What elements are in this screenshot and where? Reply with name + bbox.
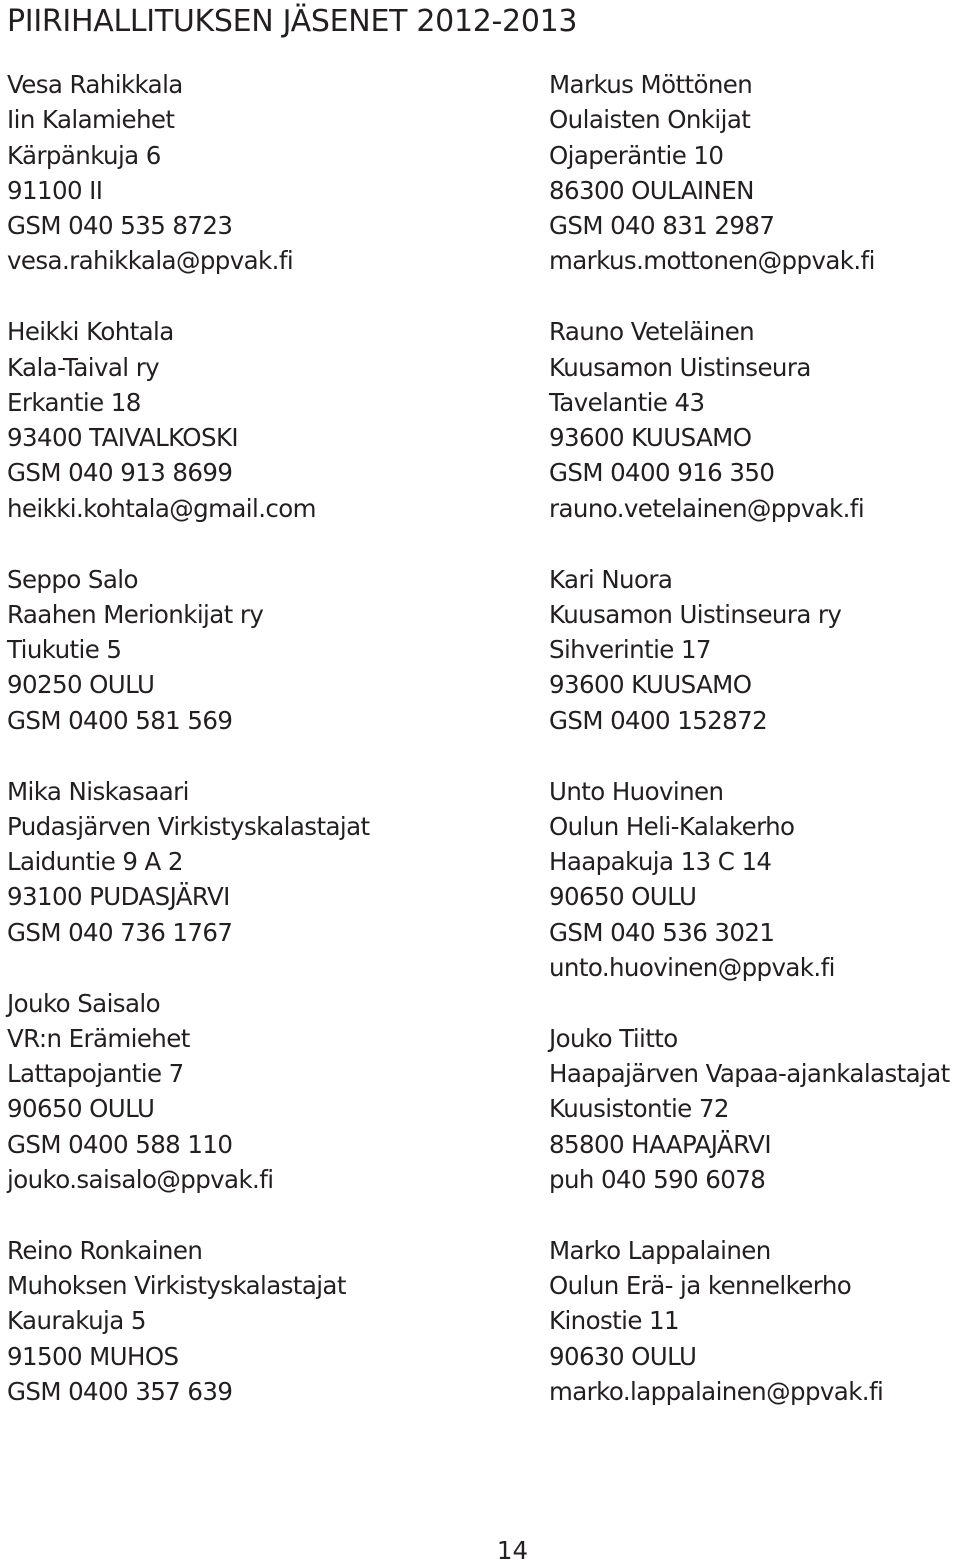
- member-phone: GSM 040 535 8723: [7, 211, 233, 241]
- member-street: Kärpänkuja 6: [7, 140, 161, 170]
- member-club: Kala-Taival ry: [7, 352, 160, 382]
- member-postal: 93400 TAIVALKOSKI: [7, 423, 239, 453]
- member-postal: 90250 OULU: [7, 670, 155, 700]
- member-street: Lattapojantie 7: [7, 1059, 184, 1089]
- member-street: Haapakuja 13 C 14: [549, 847, 772, 877]
- member-email: marko.lappalainen@ppvak.fi: [549, 1377, 884, 1406]
- member-street: Tavelantie 43: [549, 387, 705, 417]
- member-email: rauno.vetelainen@ppvak.fi: [549, 493, 865, 523]
- page-title: PIIRIHALLITUKSEN JÄSENET 2012-2013: [7, 4, 578, 39]
- left-column: [7, 67, 427, 1409]
- member-street: Tiukutie 5: [7, 635, 122, 665]
- member-postal: 90630 OULU: [549, 1341, 697, 1371]
- member-name: Mika Niskasaari: [7, 776, 189, 806]
- member-club: Kuusamon Uistinseura ry: [549, 599, 842, 629]
- member-name: Kari Nuora: [549, 564, 673, 594]
- right-column: [549, 67, 960, 1409]
- member-phone: GSM 040 536 3021: [549, 917, 775, 947]
- member-email: markus.mottonen@ppvak.fi: [549, 246, 875, 276]
- member-phone: GSM 0400 581 569: [7, 705, 233, 735]
- member-postal: 91100 II: [7, 175, 103, 205]
- member-street: Kaurakuja 5: [7, 1306, 146, 1336]
- member-club: Oulun Erä- ja kennelkerho: [549, 1271, 852, 1301]
- member-name: Markus Möttönen: [549, 70, 753, 99]
- member-street: Erkantie 18: [7, 387, 141, 417]
- member-postal: 93600 KUUSAMO: [549, 670, 752, 700]
- member-phone: GSM 040 831 2987: [549, 211, 775, 241]
- member-postal: 85800 HAAPAJÄRVI: [549, 1129, 771, 1159]
- member-email: unto.huovinen@ppvak.fi: [549, 953, 835, 983]
- member-name: Unto Huovinen: [549, 776, 724, 806]
- member-club: Pudasjärven Virkistyskalastajat: [7, 811, 370, 841]
- member-entry: [549, 314, 960, 526]
- member-entry: [549, 1233, 960, 1409]
- member-postal: 90650 OULU: [549, 882, 697, 912]
- member-phone: puh 040 590 6078: [549, 1165, 766, 1195]
- member-street: Kuusistontie 72: [549, 1094, 729, 1124]
- member-name: Marko Lappalainen: [549, 1235, 771, 1265]
- member-street: Ojaperäntie 10: [549, 140, 724, 170]
- member-name: Vesa Rahikkala: [7, 70, 183, 99]
- member-phone: GSM 0400 357 639: [7, 1377, 233, 1406]
- member-entry: [7, 986, 427, 1198]
- member-name: Reino Ronkainen: [7, 1235, 203, 1265]
- member-entry: [7, 774, 427, 950]
- member-club: Oulun Heli-Kalakerho: [549, 811, 795, 841]
- member-name: Seppo Salo: [7, 564, 138, 594]
- member-club: Oulaisten Onkijat: [549, 105, 751, 135]
- member-postal: 90650 OULU: [7, 1094, 155, 1124]
- member-name: Jouko Tiitto: [549, 1023, 678, 1053]
- member-entry: [549, 562, 960, 738]
- member-entry: [7, 67, 427, 279]
- member-street: Sihverintie 17: [549, 635, 711, 665]
- member-name: Jouko Saisalo: [7, 988, 160, 1018]
- member-email: vesa.rahikkala@ppvak.fi: [7, 246, 294, 276]
- member-postal: 93600 KUUSAMO: [549, 423, 752, 453]
- member-club: Kuusamon Uistinseura: [549, 352, 811, 382]
- member-phone: GSM 0400 588 110: [7, 1129, 233, 1159]
- member-phone: GSM 0400 916 350: [549, 458, 775, 488]
- member-club: VR:n Erämiehet: [7, 1023, 190, 1053]
- member-phone: GSM 0400 152872: [549, 705, 768, 735]
- member-phone: GSM 040 913 8699: [7, 458, 233, 488]
- member-street: Kinostie 11: [549, 1306, 680, 1336]
- member-entry: [549, 67, 960, 279]
- member-street: Laiduntie 9 A 2: [7, 847, 183, 877]
- member-entry: [549, 774, 960, 986]
- member-name: Rauno Veteläinen: [549, 317, 755, 347]
- member-club: Raahen Merionkijat ry: [7, 599, 264, 629]
- member-email: heikki.kohtala@gmail.com: [7, 493, 316, 523]
- member-club: Muhoksen Virkistyskalastajat: [7, 1271, 346, 1301]
- page-number: 14: [496, 1536, 529, 1565]
- member-entry: [7, 562, 427, 738]
- member-entry: [7, 1233, 427, 1409]
- member-phone: GSM 040 736 1767: [7, 917, 233, 947]
- member-entry: [549, 1021, 960, 1197]
- member-email: jouko.saisalo@ppvak.fi: [7, 1165, 274, 1195]
- member-postal: 91500 MUHOS: [7, 1341, 179, 1371]
- member-postal: 93100 PUDASJÄRVI: [7, 882, 230, 912]
- member-club: Iin Kalamiehet: [7, 105, 175, 135]
- member-name: Heikki Kohtala: [7, 317, 174, 347]
- member-club: Haapajärven Vapaa-ajankalastajat: [549, 1059, 950, 1089]
- member-entry: [7, 314, 427, 526]
- member-postal: 86300 OULAINEN: [549, 175, 754, 205]
